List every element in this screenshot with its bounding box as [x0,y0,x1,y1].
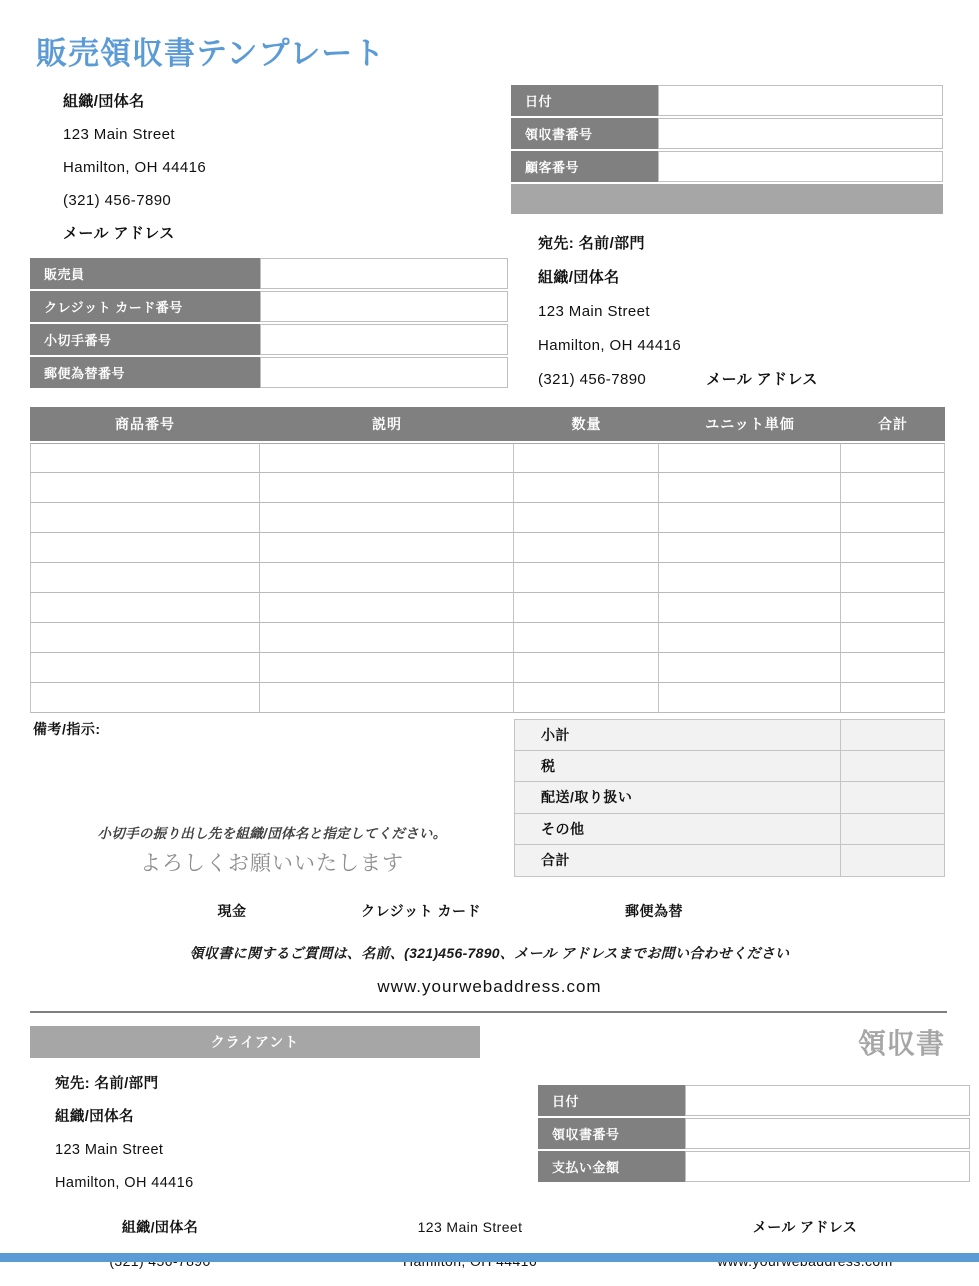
bill-to-block [511,227,943,397]
credit-card-option: クレジット カード [360,903,482,919]
item-cell[interactable] [514,533,659,563]
item-cell[interactable] [514,503,659,533]
grand-total-row [514,845,945,877]
item-number-header: 商品番号 [115,416,175,432]
bill-to-phone-email [538,363,943,397]
item-cell[interactable] [659,563,841,593]
shipping-handling-row [514,782,945,814]
item-row [30,563,945,593]
receipt-number-row [511,118,943,149]
notes-column [30,719,514,879]
shipping-handling-field[interactable] [840,782,944,813]
credit-card-number-label: クレジット カード番号 [30,291,260,322]
footer-org-name: 組織/団体名 [121,1219,199,1235]
item-cell[interactable] [659,443,841,473]
bill-to-street: 123 Main Street [538,303,650,320]
item-row [30,443,945,473]
item-cell[interactable] [841,533,945,563]
item-cell[interactable] [659,623,841,653]
item-cell[interactable] [30,653,260,683]
salesperson-row [30,258,508,289]
subtotal-field[interactable] [840,720,944,750]
item-cell[interactable] [514,593,659,623]
check-number-field[interactable] [260,324,508,355]
date-field[interactable] [658,85,943,116]
salesperson-label: 販売員 [30,258,260,289]
item-cell[interactable] [260,533,514,563]
customer-number-row [511,151,943,182]
item-cell[interactable] [30,593,260,623]
credit-card-number-field[interactable] [260,291,508,322]
grand-total-label: 合計 [541,852,570,869]
footer-email-label: メール アドレス [752,1219,858,1235]
bill-to-attn: 宛先: 名前/部門 [538,235,645,252]
items-table [30,407,945,713]
item-cell[interactable] [514,473,659,503]
bill-to-email-label: メール アドレス [706,371,818,388]
item-cell[interactable] [841,593,945,623]
seller-column [30,85,508,397]
item-cell[interactable] [659,503,841,533]
tax-field[interactable] [840,751,944,782]
client-date-field[interactable] [685,1085,970,1116]
grand-total-field[interactable] [840,845,944,876]
notes-label: 備考/指示: [33,721,101,737]
item-cell[interactable] [260,683,514,713]
item-row [30,623,945,653]
subtotal-label: 小計 [541,726,570,743]
item-cell[interactable] [514,443,659,473]
payment-amount-row [538,1151,970,1182]
item-cell[interactable] [260,473,514,503]
item-row [30,503,945,533]
item-cell[interactable] [30,473,260,503]
footer-email-column [717,1210,892,1278]
shipping-handling-label: 配送/取り扱い [541,789,633,806]
item-cell[interactable] [841,563,945,593]
item-cell[interactable] [30,623,260,653]
item-cell[interactable] [841,443,945,473]
item-cell[interactable] [30,503,260,533]
client-address-block [55,1068,538,1200]
money-order-number-label: 郵便為替番号 [30,357,260,388]
customer-number-label: 顧客番号 [511,151,658,182]
other-row [514,814,945,846]
item-cell[interactable] [659,473,841,503]
item-cell[interactable] [260,653,514,683]
item-row [30,593,945,623]
bill-to-org-name: 組織/団体名 [538,269,620,286]
tax-row [514,751,945,783]
cash-option: 現金 [217,903,247,919]
client-header-bar: クライアント [30,1026,480,1058]
other-field[interactable] [840,814,944,845]
item-cell[interactable] [514,683,659,713]
item-cell[interactable] [30,683,260,713]
item-row [30,473,945,503]
item-cell[interactable] [841,683,945,713]
gray-divider-bar [511,184,943,214]
item-cell[interactable] [260,593,514,623]
description-header: 説明 [372,416,402,432]
items-table-header [30,407,945,441]
item-cell[interactable] [659,653,841,683]
money-order-number-field[interactable] [260,357,508,388]
item-cell[interactable] [514,563,659,593]
tax-label: 税 [541,757,556,774]
item-cell[interactable] [260,443,514,473]
payment-amount-field[interactable] [685,1151,970,1182]
seller-street: 123 Main Street [63,126,175,143]
receipt-info-column [511,85,943,397]
credit-card-number-row [30,291,508,322]
item-cell[interactable] [30,533,260,563]
item-cell[interactable] [514,653,659,683]
client-attn: 宛先: 名前/部門 [55,1076,159,1092]
date-row [511,85,943,116]
receipt-info-table [511,85,943,182]
bill-to-city: Hamilton, OH 44416 [538,337,682,354]
item-row [30,683,945,713]
contact-note: 領収書に関するご質問は、名前、(321)456-7890、メール アドレスまでお問い合わせください [189,945,790,961]
notes-totals-section [0,719,979,879]
item-cell[interactable] [30,563,260,593]
item-cell[interactable] [260,563,514,593]
check-payable-note: 小切手の振り出し先を組織/団体名と指定してください。 [97,826,447,841]
check-number-row [30,324,508,355]
footer-address-column [403,1210,537,1278]
client-street: 123 Main Street [55,1142,164,1158]
item-cell[interactable] [659,533,841,563]
total-header: 合計 [878,416,908,432]
seller-address-block [30,85,508,250]
client-receipt-number-row [538,1118,970,1149]
receipt-number-field[interactable] [658,118,943,149]
client-info-section [0,1068,979,1200]
receipt-number-label: 領収書番号 [511,118,658,149]
client-city: Hamilton, OH 44416 [55,1175,194,1191]
quantity-header: 数量 [571,416,602,432]
customer-number-field[interactable] [658,151,943,182]
item-cell[interactable] [841,473,945,503]
page-title: 販売領収書テンプレート [36,36,386,71]
item-cell[interactable] [260,623,514,653]
thank-you-text: よろしくお願いいたします [140,852,404,875]
money-order-option: 郵便為替 [625,903,683,919]
seller-phone: (321) 456-7890 [63,192,172,209]
bottom-accent-bar [0,1253,979,1262]
seller-org-name: 組織/団体名 [63,93,145,110]
footer-street: 123 Main Street [417,1219,523,1235]
bill-to-phone: (321) 456-7890 [538,371,647,388]
check-number-label: 小切手番号 [30,324,260,355]
upper-section [0,85,979,397]
item-cell[interactable] [514,623,659,653]
item-row [30,653,945,683]
item-cell[interactable] [841,653,945,683]
client-section-header [0,1026,979,1060]
item-cell[interactable] [659,593,841,623]
other-label: その他 [541,820,585,837]
item-cell[interactable] [659,683,841,713]
section-divider [30,1011,947,1013]
payment-info-table [30,258,508,388]
client-receipt-table [538,1085,970,1200]
payment-methods-row [0,901,979,925]
client-org-name: 組織/団体名 [55,1109,134,1125]
client-date-label: 日付 [538,1085,685,1116]
item-cell[interactable] [841,623,945,653]
subtotal-row [514,719,945,751]
salesperson-field[interactable] [260,258,508,289]
seller-email-label: メール アドレス [63,225,175,242]
client-receipt-number-field[interactable] [685,1118,970,1149]
item-cell[interactable] [260,503,514,533]
payment-amount-label: 支払い金額 [538,1151,685,1182]
seller-city: Hamilton, OH 44416 [63,159,207,176]
date-label: 日付 [511,85,658,116]
unit-price-header: ユニット単価 [705,416,795,432]
item-cell[interactable] [30,443,260,473]
footer-org-column [109,1210,210,1278]
website-url: www.yourwebaddress.com [377,977,602,996]
client-receipt-number-label: 領収書番号 [538,1118,685,1149]
footer [0,1210,979,1280]
money-order-number-row [30,357,508,388]
items-table-body [30,443,945,713]
client-date-row [538,1085,970,1116]
item-row [30,533,945,563]
item-cell[interactable] [841,503,945,533]
totals-table [514,719,945,879]
receipt-watermark: 領収書 [857,1028,945,1059]
